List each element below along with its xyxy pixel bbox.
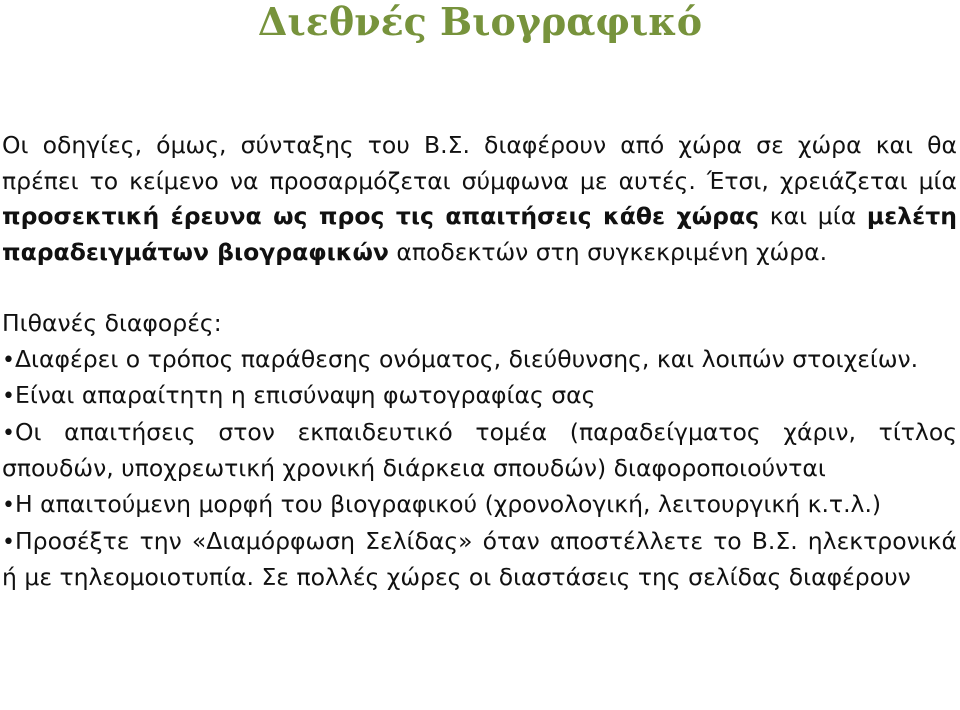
bullet-text: Διαφέρει ο τρόπος παράθεσης ονόματος, διεύθυνσης, και λοιπών στοιχείων. [14,344,919,373]
bullet-icon: • [2,420,15,446]
slide-content [2,128,957,596]
bullet-text: Οι απαιτήσεις στον εκπαιδευτικό τομέα (παραδείγματος χάριν, τίτλος σπουδών, υποχρεωτική χρονική διάρκεια σπουδών) διαφοροποιούνται [2,417,957,483]
intro-text-3: αποδεκτών στη συγκεκριμένη χώρα. [388,237,828,266]
bullet-icon: • [2,529,15,555]
bullet-icon: • [2,384,15,410]
bullet-text: Είναι απαραίτητη η επισύναψη φωτογραφίας σας [14,381,596,410]
list-item [2,487,957,524]
bullet-icon: • [2,492,15,518]
intro-bold-research: προσεκτική έρευνα ως προς τις απαιτήσεις κάθε χώρας [2,202,760,231]
intro-text-2: και μία [759,202,867,231]
paragraph-spacer [2,270,957,306]
intro-paragraph [2,128,957,270]
list-item [2,524,957,596]
bullet-text: Η απαιτούμενη μορφή του βιογραφικού (χρονολογική, λειτουργική κ.τ.λ.) [14,489,882,518]
differences-list [2,342,957,596]
bullet-icon: • [2,347,15,373]
bullet-text: Προσέξτε την «Διαμόρφωση Σελίδας» όταν αποστέλλετε το Β.Σ. ηλεκτρονικά ή με τηλεομοιοτυπία. Σε πολλές χώρες οι διαστάσεις της σελίδας διαφέρουν [2,526,957,592]
list-item [2,378,957,415]
intro-bold-study: μελέτη παραδειγμάτων βιογραφικών [2,202,957,266]
list-item [2,342,957,379]
differences-heading: Πιθανές διαφορές: [2,308,222,337]
slide-title: Διεθνές Βιογραφικό [257,0,703,44]
intro-text-1: Οι οδηγίες, όμως, σύνταξης του Β.Σ. διαφέρουν από χώρα σε χώρα και θα πρέπει το κείμενο να προσαρμόζεται σύμφωνα με αυτές. Έτσι, χρειάζεται μία [2,131,957,195]
list-item [2,415,957,487]
